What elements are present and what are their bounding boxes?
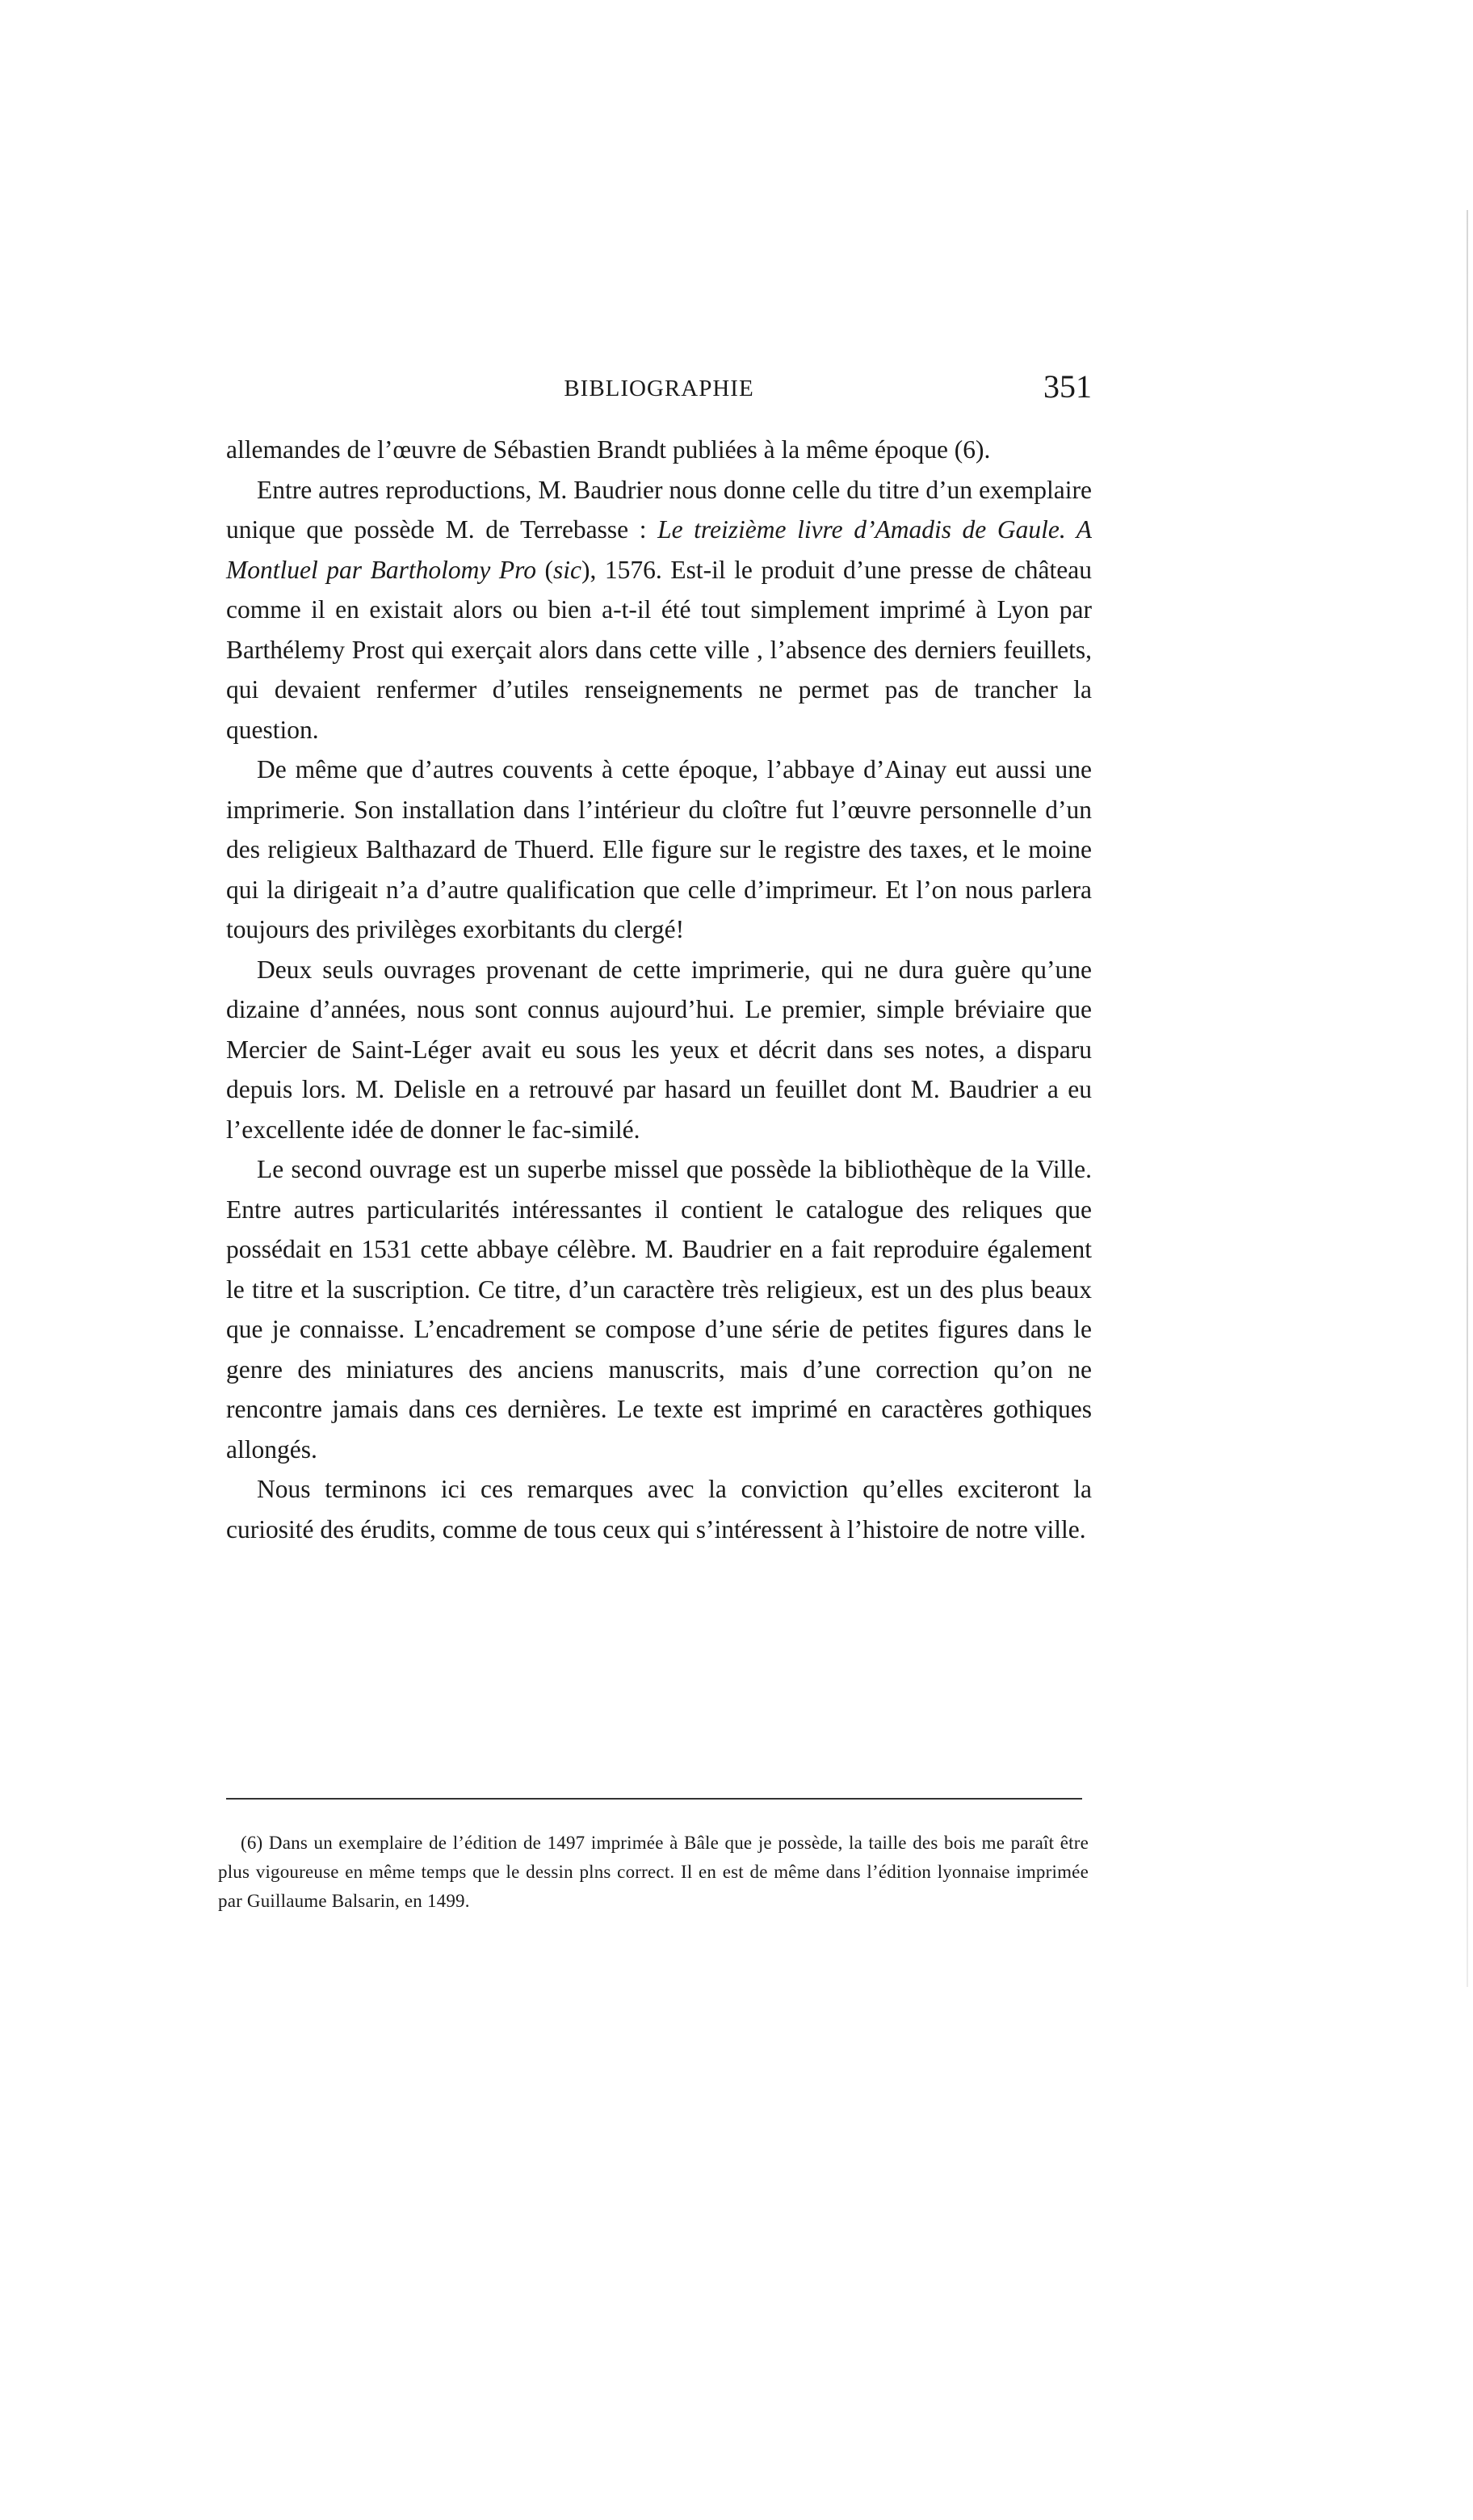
paragraph-2-pre: Entre autres reproductions, M. Baudrier nous donne celle du titre d’un exemplaire unique que possède M. de Terrebasse : bbox=[226, 475, 1092, 544]
page-number: 351 bbox=[1043, 368, 1092, 405]
paragraph-1 bbox=[226, 430, 1092, 470]
paragraph-3 bbox=[226, 750, 1092, 950]
paragraph-2-mid: ( bbox=[535, 555, 554, 584]
running-head: BIBLIOGRAPHIE bbox=[564, 376, 754, 401]
footnote-rule bbox=[226, 1798, 1082, 1800]
paragraph-6 bbox=[226, 1469, 1092, 1549]
paragraph-6-text: Nous terminons ici ces remarques avec la conviction qu’elles exciteront la curiosité des érudits, comme de tous ceux qui s’intéressent à l’histoire de notre ville. bbox=[226, 1475, 1092, 1544]
scan-edge-shadow bbox=[1467, 210, 1468, 1987]
paragraph-4 bbox=[226, 950, 1092, 1150]
paragraph-2-sic: sic bbox=[553, 555, 582, 584]
body-text bbox=[226, 430, 1092, 1549]
paragraph-3-text: De même que d’autres couvents à cette époque, l’abbaye d’Ainay eut aussi une imprimerie. Son installation dans l’intérieur du cloître fut l’œuvre personnelle d’un des religieux Balthazard de Thuerd. Elle figure sur le registre des taxes, et le moine qui la dirigeait n’a d’autre qualification que celle d’imprimeur. Et l’on nous parlera toujours des privilèges exorbitants du clergé! bbox=[226, 755, 1092, 943]
paragraph-2 bbox=[226, 470, 1092, 750]
footnote bbox=[218, 1829, 1089, 1916]
paragraph-2-post: ), 1576. Est-il le produit d’une presse de château comme il en existait alors ou bien a-t-il été tout simplement imprimé à Lyon par Barthélemy Prost qui exerçait alors dans cette ville , l’absence des derniers feuillets, qui devaient renfermer d’utiles renseignements ne permet pas de trancher la question. bbox=[226, 555, 1092, 744]
paragraph-1-text: allemandes de l’œuvre de Sébastien Brandt publiées à la même époque (6). bbox=[226, 435, 991, 464]
paragraph-5-text: Le second ouvrage est un superbe missel que possède la bibliothèque de la Ville. Entre autres particularités intéressantes il contient le catalogue des reliques que possédait en 1531 cette abbaye célèbre. M. Baudrier en a fait reproduire également le titre et la suscription. Ce titre, d’un caractère très religieux, est un des plus beaux que je connaisse. L’encadrement se compose d’une série de petites figures dans le genre des miniatures des anciens manuscrits, mais d’une correction qu’on ne rencontre jamais dans ces dernières. Le texte est imprimé en caractères gothiques allongés. bbox=[226, 1155, 1092, 1464]
page-header bbox=[226, 368, 1092, 414]
paragraph-2-book-title: Le treizième livre d’Amadis de Gaule. A Montluel par Bartholomy Pro bbox=[226, 515, 1092, 584]
paragraph-4-text: Deux seuls ouvrages provenant de cette imprimerie, qui ne dura guère qu’une dizaine d’années, nous sont connus aujourd’hui. Le premier, simple bréviaire que Mercier de Saint-Léger avait eu sous les yeux et décrit dans ses notes, a disparu depuis lors. M. Delisle en a retrouvé par hasard un feuillet dont M. Baudrier a eu l’excellente idée de donner le fac-similé. bbox=[226, 955, 1092, 1144]
footnote-text: (6) Dans un exemplaire de l’édition de 1497 imprimée à Bâle que je possède, la taille des bois me paraît être plus vigoureuse en même temps que le dessin plns correct. Il en est de même dans l’édition lyonnaise imprimée par Guillaume Balsarin, en 1499. bbox=[218, 1833, 1089, 1911]
paragraph-5 bbox=[226, 1149, 1092, 1469]
